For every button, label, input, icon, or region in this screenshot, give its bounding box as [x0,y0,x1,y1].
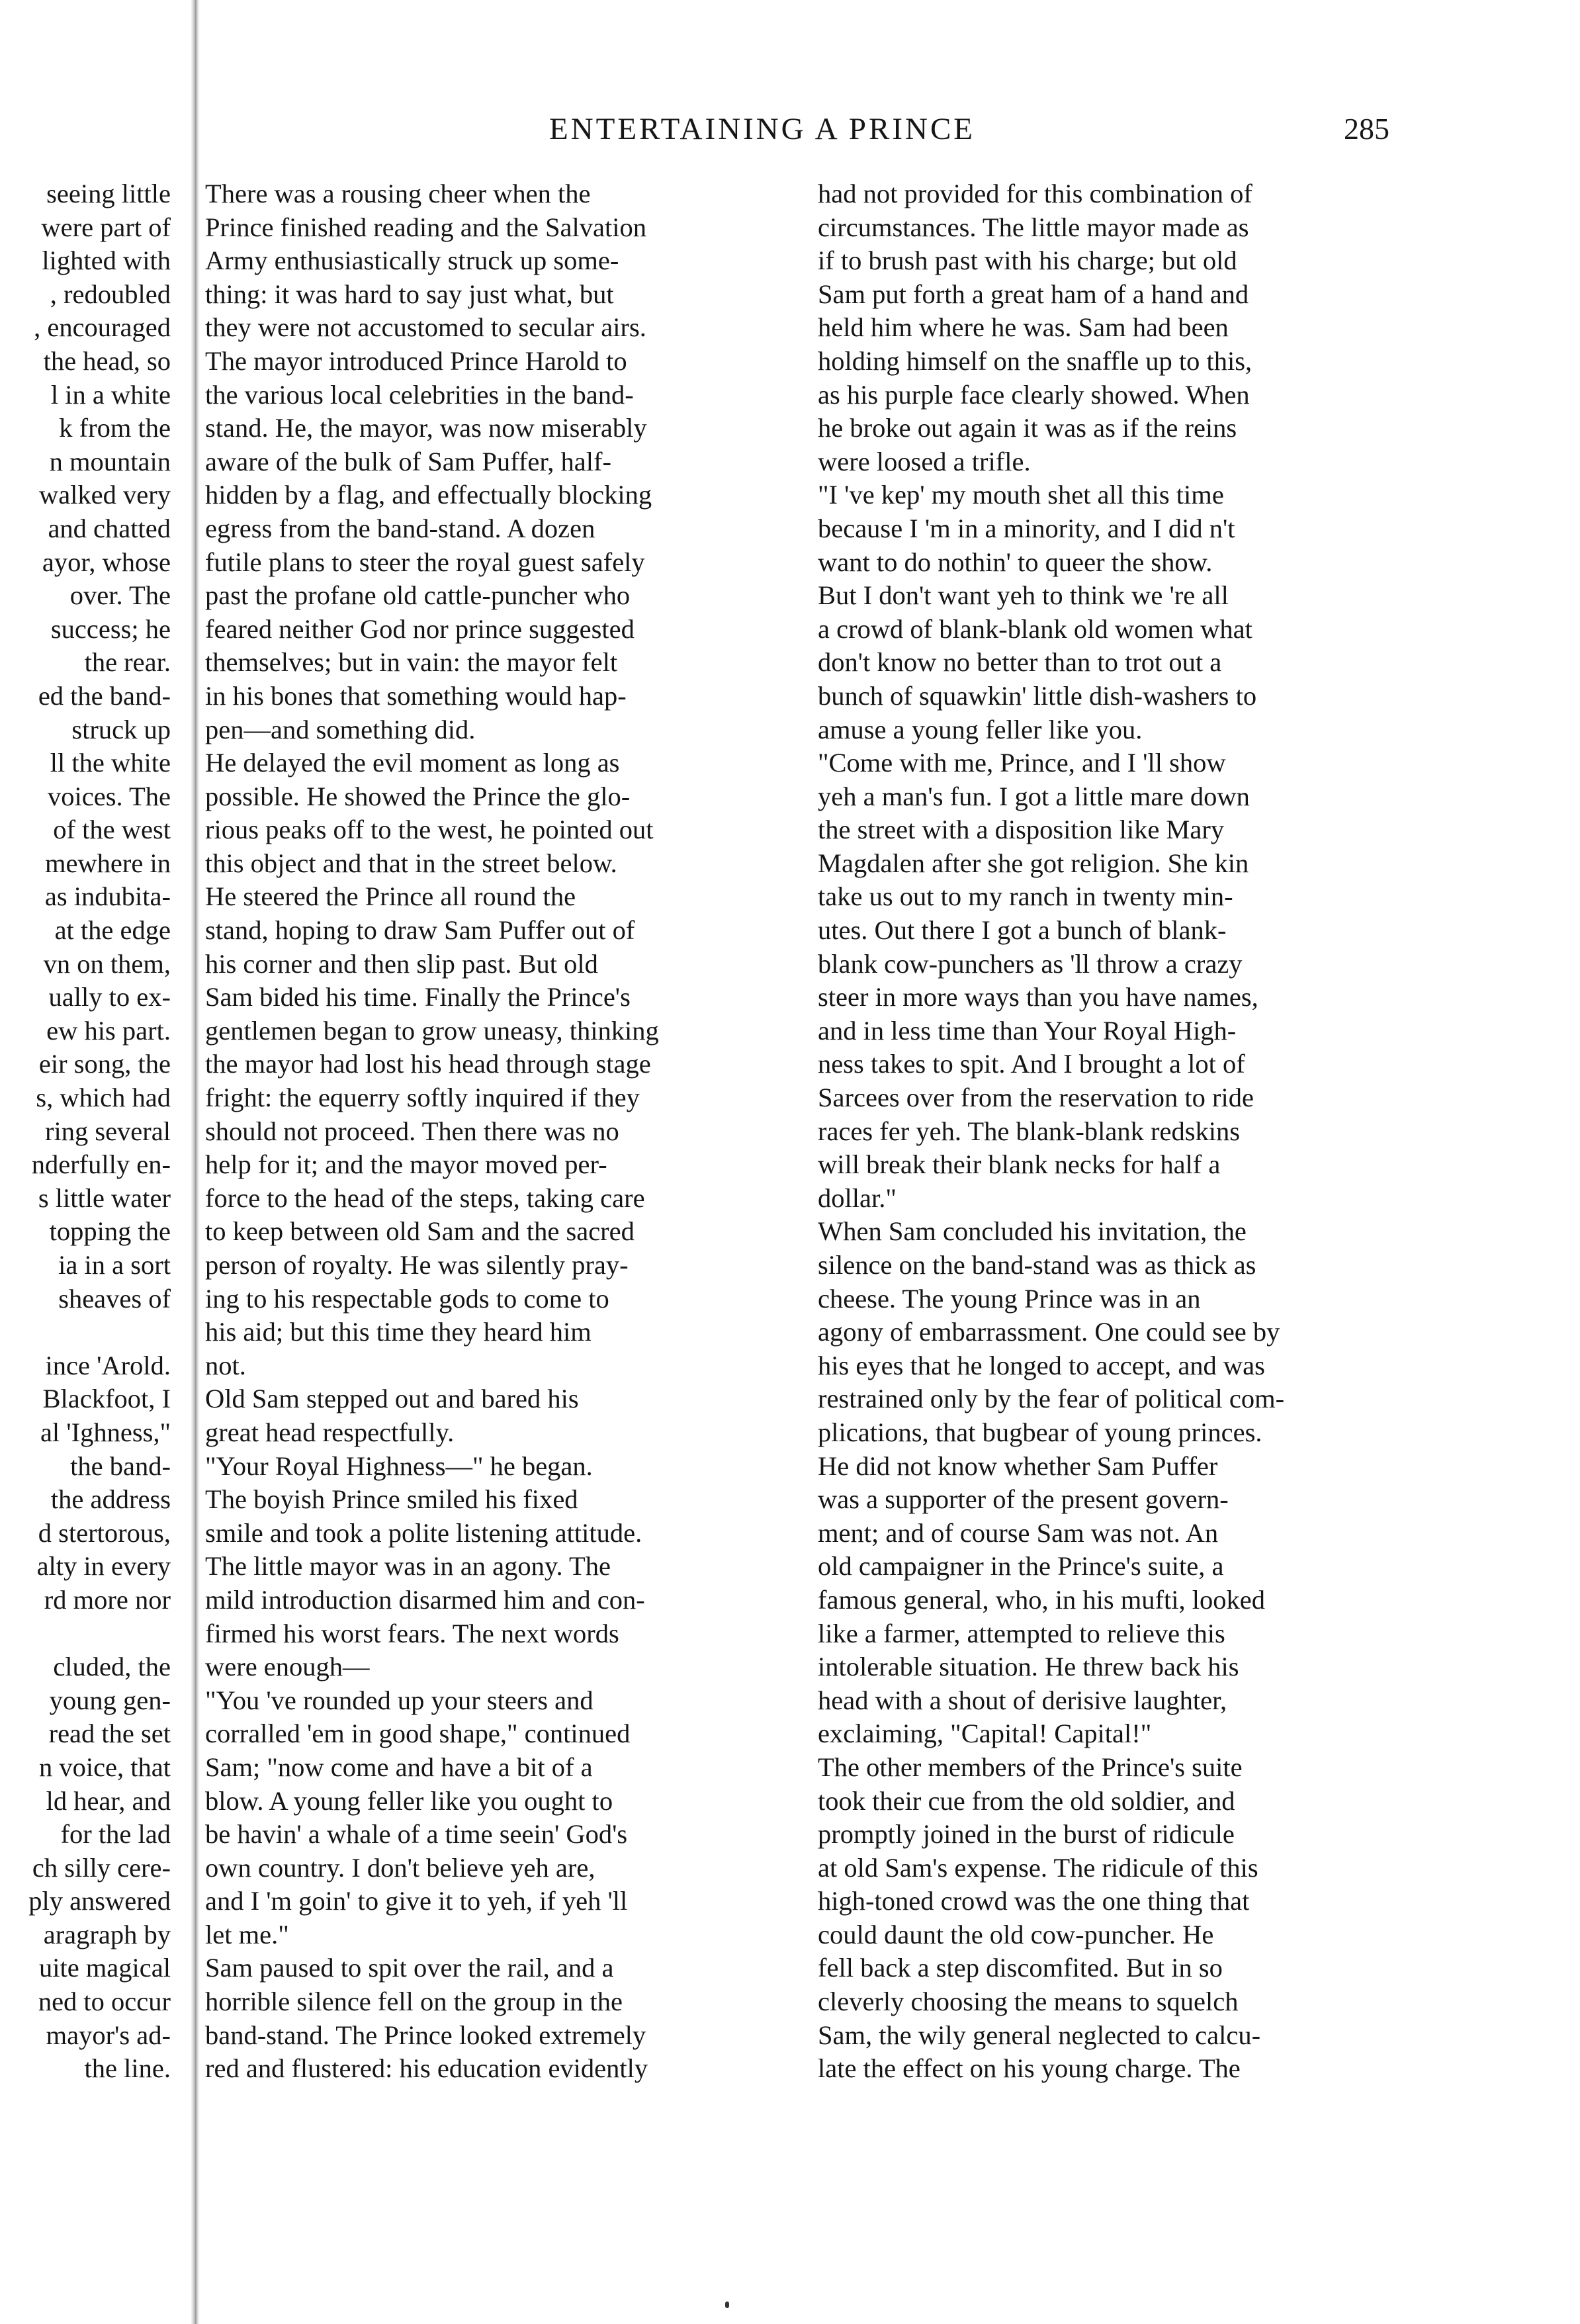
text-line: ply answered [28,1886,171,1916]
text-line: blow. A young feller like you ought to [205,1785,613,1816]
text-line: egress from the band-stand. A dozen [205,513,595,543]
text-line: mayor's ad- [46,2020,171,2050]
text-line: rious peaks off to the west, he pointed out [205,815,654,845]
text-line: the street with a disposition like Mary [818,815,1225,845]
text-line: sheaves of [58,1283,171,1314]
text-line [0,1617,171,1651]
text-line: exclaiming, "Capital! Capital!" [818,1719,1152,1749]
text-line: was a supporter of the present govern- [818,1484,1229,1515]
text-line: for the lad [60,1819,171,1850]
text-line: voices. The [48,781,171,811]
text-line: feared neither God nor prince suggested [205,613,635,644]
text-line: his corner and then slip past. But old [205,948,598,979]
text-line: blank cow-punchers as 'll throw a crazy [818,948,1243,979]
text-line: gentlemen began to grow uneasy, thinking [205,1015,659,1046]
text-line: take us out to my ranch in twenty min- [818,881,1233,912]
text-line: intolerable situation. He threw back his [818,1652,1239,1682]
text-line: futile plans to steer the royal guest safely [205,547,645,577]
text-line: and I 'm goin' to give it to yeh, if yeh 'll [205,1886,628,1916]
text-line: He delayed the evil moment as long as [205,748,620,778]
text-line: had not provided for this combination of [818,179,1252,208]
text-line: ld hear, and [46,1785,171,1816]
text-line: walked very [38,480,171,510]
text-line: l in a white [50,379,171,410]
text-line [0,1316,171,1349]
text-line: s, which had [36,1083,171,1113]
text-line: as indubita- [44,881,171,912]
text-line: Sam, the wily general neglected to calcu- [818,2020,1261,2050]
text-line: He did not know whether Sam Puffer [818,1451,1218,1481]
text-line: own country. I don't believe yeh are, [205,1852,595,1883]
text-line: let me." [205,1919,289,1949]
text-line: amuse a young feller like you. [818,714,1143,744]
text-line: took their cue from the old soldier, and [818,1785,1235,1816]
text-line: aragraph by [43,1919,171,1949]
text-line: ia in a sort [58,1250,171,1280]
text-line: of the west [53,815,171,845]
text-line: topping the [49,1216,171,1247]
text-line: , encouraged [34,312,171,343]
facing-page-edge [191,0,200,2324]
text-line: head with a shout of derisive laughter, [818,1685,1227,1715]
text-line: cluded, the [53,1652,171,1682]
text-line: were part of [41,212,171,242]
text-line: ually to ex- [48,982,171,1012]
text-line: to keep between old Sam and the sacred [205,1216,635,1247]
text-line: Old Sam stepped out and bared his [205,1384,579,1414]
text-line: old campaigner in the Prince's suite, a [818,1551,1224,1582]
text-line: agony of embarrassment. One could see by [818,1317,1280,1347]
text-line: Sam bided his time. Finally the Prince's [205,982,631,1012]
running-head: ENTERTAINING A PRINCE [549,112,976,146]
text-line: this object and that in the street below. [205,848,617,878]
text-line: were loosed a trifle. [818,446,1031,476]
text-line: stand. He, the mayor, was now miserably [205,413,647,443]
text-line: He steered the Prince all round the [205,881,576,912]
text-line: There was a rousing cheer when the [205,179,591,208]
text-line: rd more nor [44,1584,171,1615]
text-line: could daunt the old cow-puncher. He [818,1919,1214,1949]
text-line: bunch of squawkin' little dish-washers to [818,680,1257,711]
text-line: silence on the band-stand was as thick as [818,1250,1256,1280]
text-line: When Sam concluded his invitation, the [818,1216,1247,1247]
text-line: races fer yeh. The blank-blank redskins [818,1116,1241,1146]
text-line: past the profane old cattle-puncher who [205,580,631,611]
text-line: The mayor introduced Prince Harold to [205,345,627,376]
text-line: fell back a step discomfited. But in so [818,1953,1223,1983]
text-line: The little mayor was in an agony. The [205,1551,611,1582]
text-line: Sam put forth a great ham of a hand and [818,279,1249,309]
text-line: were enough— [205,1652,370,1682]
text-line: held him where he was. Sam had been [818,312,1229,343]
text-line: ment; and of course Sam was not. An [818,1517,1219,1548]
text-line: not. [205,1350,246,1380]
text-line: restrained only by the fear of political com- [818,1384,1285,1414]
text-line: circumstances. The little mayor made as [818,212,1249,242]
text-line: vn on them, [43,948,171,979]
text-line: ed the band- [38,680,171,711]
text-line: lighted with [42,246,171,276]
text-line: corralled 'em in good shape," continued [205,1719,631,1749]
text-line: and chatted [48,513,171,543]
text-line: aware of the bulk of Sam Puffer, half- [205,446,611,476]
text-line: cleverly choosing the means to squelch [818,1987,1239,2017]
text-line: high-toned crowd was the one thing that [818,1886,1250,1916]
text-line: The other members of the Prince's suite [818,1752,1243,1782]
text-line: themselves; but in vain: the mayor felt [205,647,618,678]
text-line: over. The [69,580,171,611]
text-line: Army enthusiastically struck up some- [205,246,619,276]
text-line: mewhere in [44,848,171,878]
text-line: in his bones that something would hap- [205,680,627,711]
text-line: s little water [38,1183,171,1213]
text-line: a crowd of blank-blank old women what [818,613,1252,644]
text-line: the band- [70,1451,171,1481]
text-line: struck up [71,714,171,744]
text-line: the various local celebrities in the band- [205,379,634,410]
text-line: he broke out again it was as if the reins [818,413,1237,443]
right-text-column [818,177,1392,2086]
text-line: famous general, who, in his mufti, looked [818,1584,1266,1615]
text-line: uite magical [38,1953,171,1983]
text-line: ayor, whose [42,547,171,577]
text-line: don't know no better than to trot out a [818,647,1222,678]
page-mark [725,2302,729,2308]
text-line: the address [50,1484,171,1515]
text-line: mild introduction disarmed him and con- [205,1584,645,1615]
text-line: k from the [59,413,171,443]
text-line: as his purple face clearly showed. When [818,379,1250,410]
text-line: steer in more ways than you have names, [818,982,1258,1012]
text-line: help for it; and the mayor moved per- [205,1149,607,1180]
text-line: the rear. [84,647,171,678]
text-line: great head respectfully. [205,1417,455,1447]
text-line: person of royalty. He was silently pray- [205,1250,629,1280]
text-line: pen—and something did. [205,714,476,744]
text-line: success; he [50,613,171,644]
text-line: al 'Ighness," [40,1417,171,1447]
text-line: ew his part. [46,1015,171,1046]
text-line: , redoubled [50,279,171,309]
text-line: red and flustered: his education evidently [205,2053,648,2084]
text-line: eir song, the [38,1049,171,1079]
text-line: fright: the equerry softly inquired if they [205,1083,640,1113]
text-line: "I 've kep' my mouth shet all this time [818,480,1224,510]
text-line: ring several [44,1116,171,1146]
text-line: ness takes to spit. And I brought a lot of [818,1049,1245,1079]
text-line: n voice, that [38,1752,171,1782]
text-line: his eyes that he longed to accept, and was [818,1350,1265,1380]
text-line: holding himself on the snaffle up to this, [818,345,1252,376]
text-line: Sam; "now come and have a bit of a [205,1752,593,1782]
left-text-column [205,177,781,2086]
text-line: because I 'm in a minority, and I did n't [818,513,1235,543]
text-line: the mayor had lost his head through stage [205,1049,651,1079]
text-line: "Your Royal Highness—" he began. [205,1451,593,1481]
text-line: want to do nothin' to queer the show. [818,547,1213,577]
text-line: Sarcees over from the reservation to ride [818,1083,1254,1113]
text-line: yeh a man's fun. I got a little mare down [818,781,1250,811]
text-line: ch silly cere- [32,1852,171,1883]
text-line: should not proceed. Then there was no [205,1116,619,1146]
text-line: thing: it was hard to say just what, but [205,279,614,309]
text-line: stand, hoping to draw Sam Puffer out of [205,915,635,946]
text-line: hidden by a flag, and effectually blocking [205,480,652,510]
text-line: Blackfoot, I [42,1384,171,1414]
text-line: d stertorous, [38,1517,171,1548]
text-line: The boyish Prince smiled his fixed [205,1484,578,1515]
text-line: "You 've rounded up your steers and [205,1685,593,1715]
text-line: horrible silence fell on the group in the [205,1987,623,2017]
page-number: 285 [1344,112,1389,146]
text-line: ned to occur [38,1987,171,2017]
text-line: nderfully en- [31,1149,171,1180]
text-line: ing to his respectable gods to come to [205,1283,609,1314]
text-line: the head, so [43,345,171,376]
text-line: read the set [48,1719,171,1749]
text-line: ll the white [50,748,171,778]
text-line: late the effect on his young charge. The [818,2053,1241,2084]
text-line: But I don't want yeh to think we 're all [818,580,1229,611]
text-line: will break their blank necks for half a [818,1149,1221,1180]
page-header [198,111,1389,157]
text-line: be havin' a whale of a time seein' God's [205,1819,628,1850]
text-line: seeing little [46,179,171,208]
text-line: if to brush past with his charge; but old [818,246,1237,276]
text-line: at old Sam's expense. The ridicule of this [818,1852,1258,1883]
text-line: Magdalen after she got religion. She kin [818,848,1249,878]
text-line: his aid; but this time they heard him [205,1317,592,1347]
text-line: at the edge [54,915,171,946]
text-line: band-stand. The Prince looked extremely [205,2020,646,2050]
text-line: force to the head of the steps, taking care [205,1183,645,1213]
text-line: smile and took a polite listening attitude. [205,1517,642,1548]
text-line: Sam paused to spit over the rail, and a [205,1953,614,1983]
text-line: and in less time than Your Royal High- [818,1015,1237,1046]
text-line: firmed his worst fears. The next words [205,1618,619,1648]
text-line: "Come with me, Prince, and I 'll show [818,748,1226,778]
text-line: the line. [84,2053,171,2084]
text-line: young gen- [49,1685,171,1715]
text-line: alty in every [36,1551,171,1582]
text-line: Prince finished reading and the Salvation [205,212,646,242]
text-line: like a farmer, attempted to relieve this [818,1618,1225,1648]
text-line: ince 'Arold. [45,1350,171,1380]
text-line: n mountain [49,446,171,476]
text-line: utes. Out there I got a bunch of blank- [818,915,1227,946]
text-line: possible. He showed the Prince the glo- [205,781,631,811]
text-line: promptly joined in the burst of ridicule [818,1819,1235,1850]
text-line: plications, that bugbear of young princes. [818,1417,1262,1447]
text-line: dollar." [818,1183,897,1213]
facing-page-column [0,177,171,2086]
text-line: they were not accustomed to secular airs. [205,312,646,343]
text-line: cheese. The young Prince was in an [818,1283,1201,1314]
